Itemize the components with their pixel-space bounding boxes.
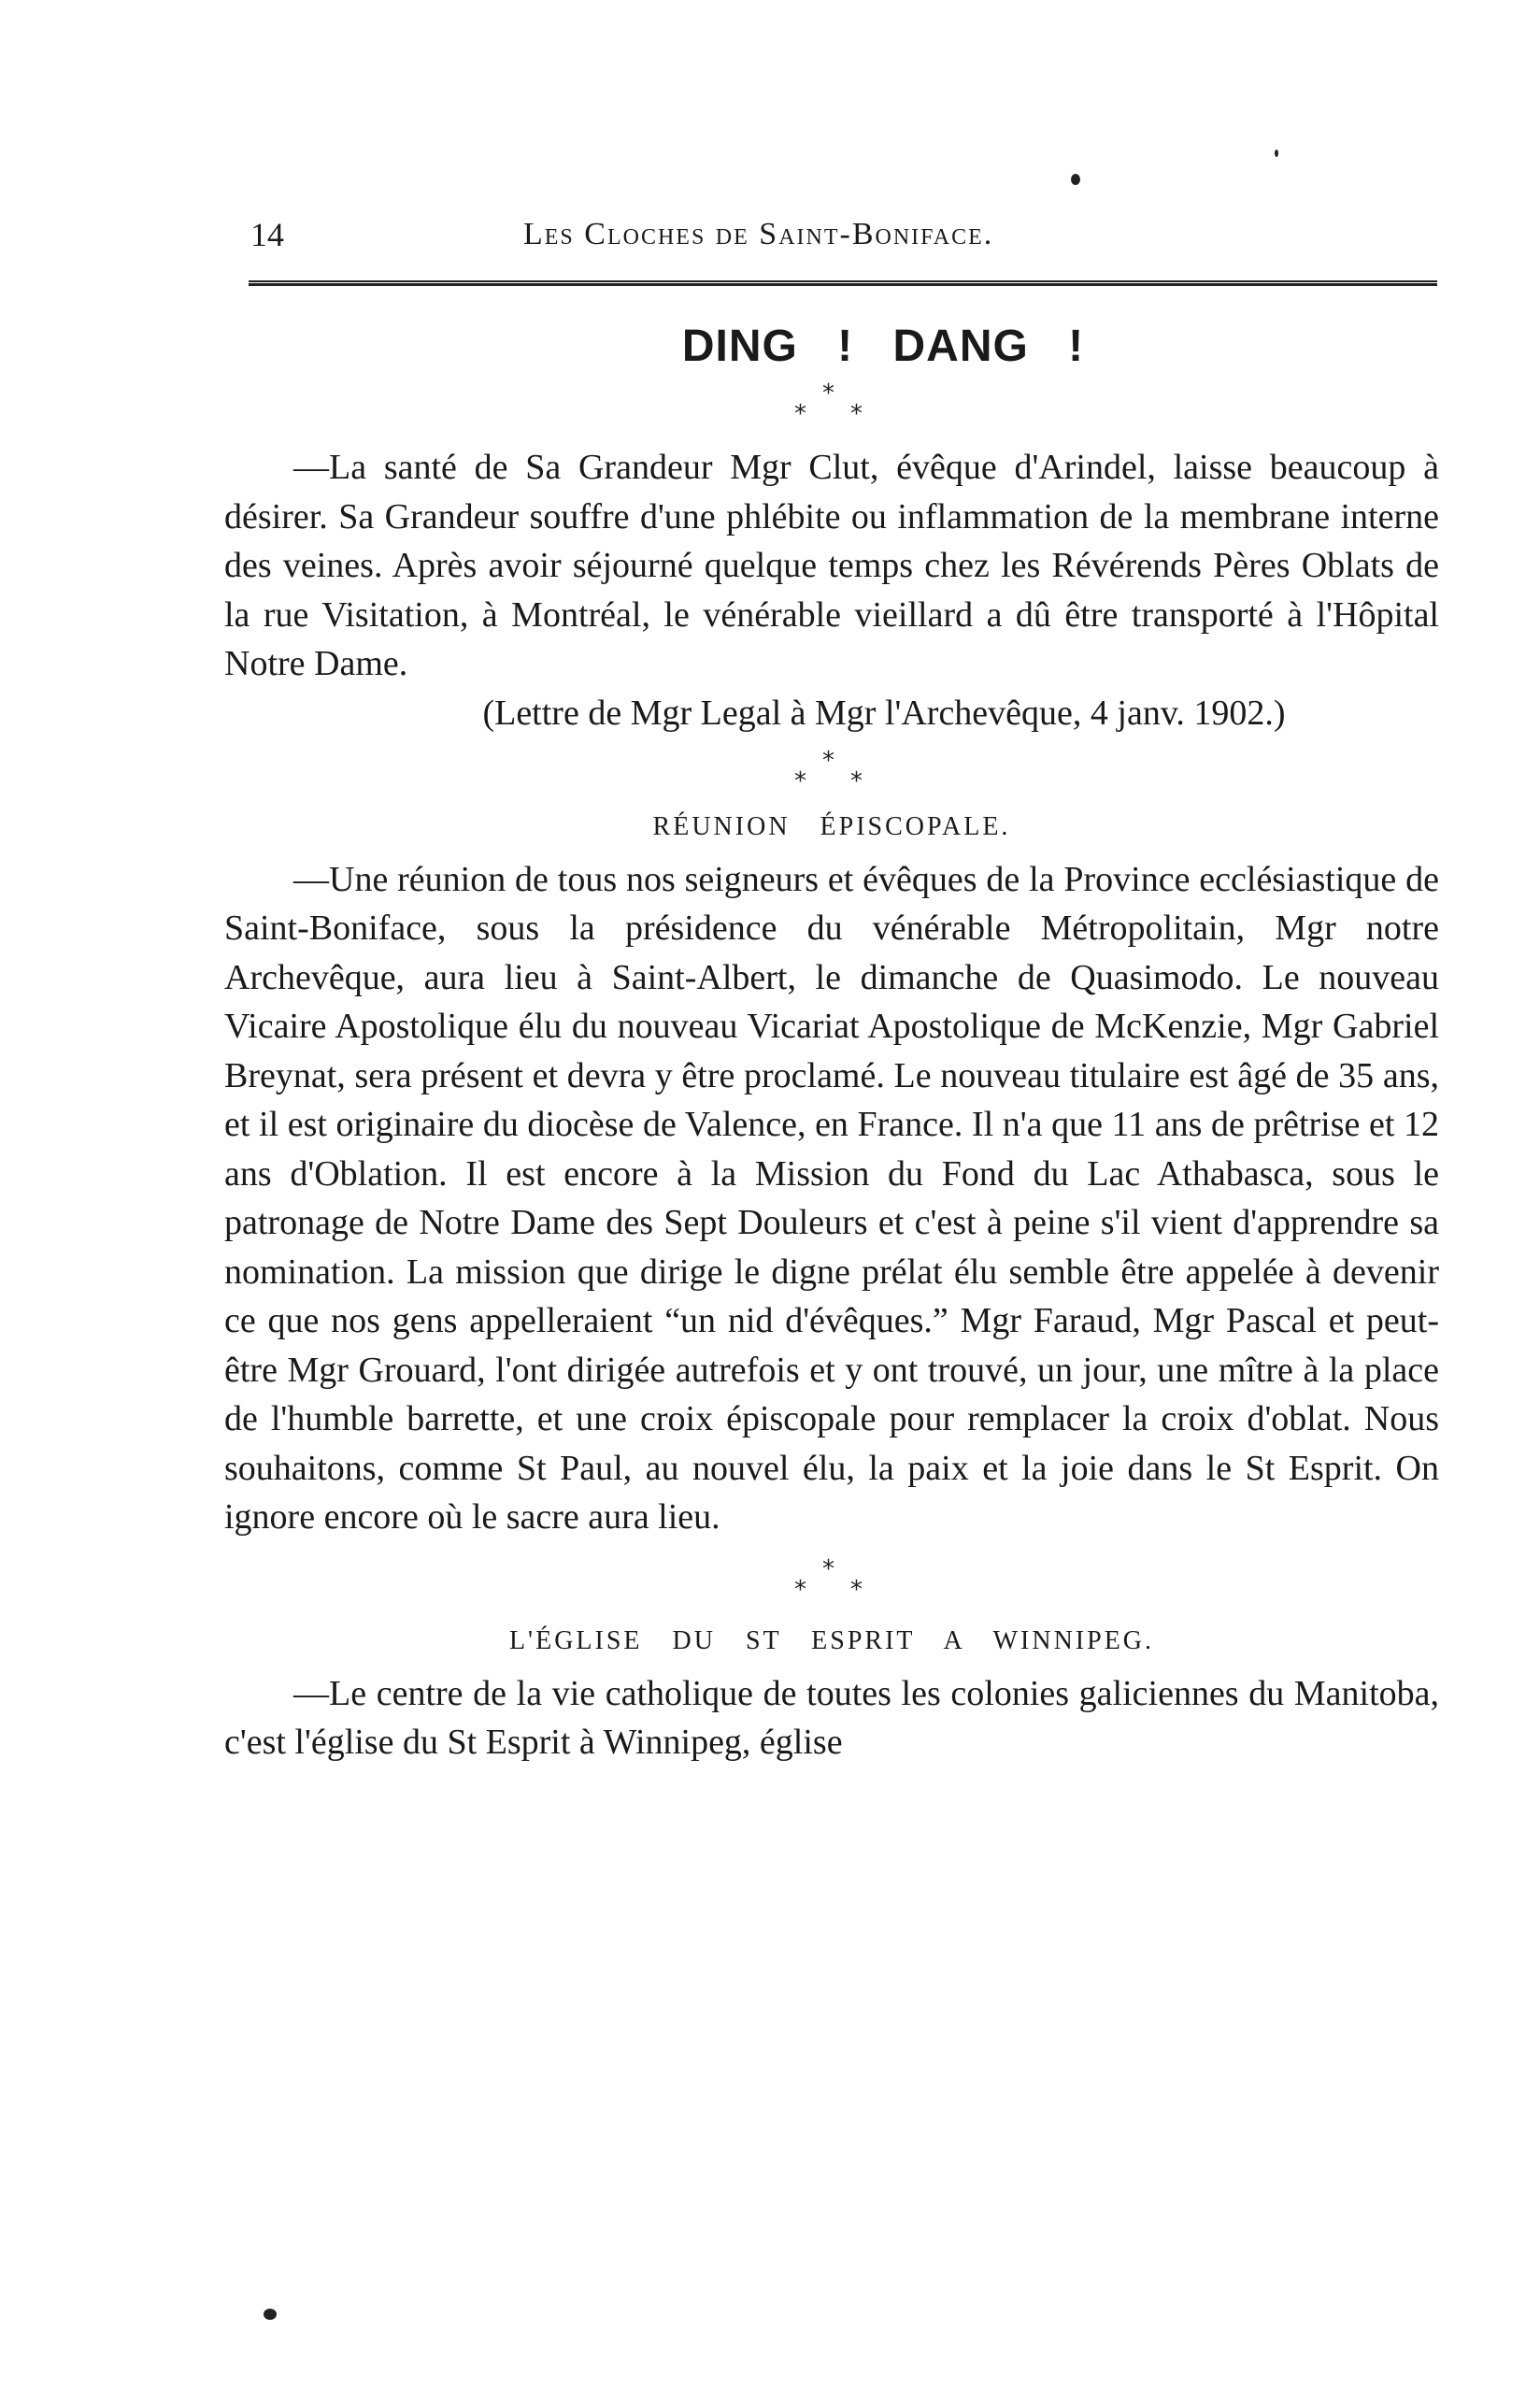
asterisk-glyph: * <box>794 766 806 795</box>
asterisk-glyph: * <box>822 379 834 408</box>
section-heading: RÉUNION ÉPISCOPALE. <box>652 811 1011 841</box>
news-paragraph: —Une réunion de tous nos seigneurs et évêques de la Province ecclésiastique de Saint-Boniface, sous la présidence du vénérable Métropolitain, Mgr notre Archevêque, aura lieu à Saint-Albert, le dimanche de Quasimodo. Le nouveau Vicaire Apostolique élu du nouveau Vicariat Apostolique de McKenzie, Mgr Gabriel Breynat, sera présent et devra y être proclamé. Le nouveau titulaire est âgé de 35 ans, et il est originaire du diocèse de Valence, en France. Il n'a que 11 ans de prêtrise et 12 ans d'Oblation. Il est encore à la Mission du Fond du Lac Athabasca, sous le patronage de Notre Dame des Sept Douleurs et c'est à peine s'il vient d'apprendre sa nomination. La mission que dirige le digne prélat élu semble être appelée à devenir ce que nos gens appelleraient “un nid d'évêques.” Mgr Faraud, Mgr Pascal et peut-être Mgr Grouard, l'ont dirigée autrefois et y ont trouvé, un jour, une mître à la place de l'humble barrette, et une croix épiscopale pour remplacer la croix d'oblat. Nous souhaitons, comme St Paul, au nouvel élu, la paix et la joie dans le St Esprit. On ignore encore où le sacre aura lieu. <box>224 859 1439 1537</box>
asterisk-glyph: * <box>850 766 863 795</box>
running-head: Les Cloches de Saint-Boniface. <box>523 217 994 251</box>
print-speck <box>1071 174 1080 185</box>
asterism-ornament <box>794 379 869 437</box>
asterisk-glyph: * <box>794 400 806 428</box>
asterism-ornament <box>794 747 869 805</box>
print-speck <box>1275 150 1278 157</box>
asterisk-glyph: * <box>850 400 863 428</box>
page-number: 14 <box>250 216 284 253</box>
news-paragraph: —Le centre de la vie catholique de toutes les colonies galiciennes du Manitoba, c'est l'église du St Esprit à Winnipeg, église <box>224 1673 1439 1762</box>
print-speck <box>264 2309 277 2320</box>
header-rule <box>249 280 1437 286</box>
asterisk-glyph: * <box>850 1575 863 1604</box>
article-title: DING ! DANG ! <box>681 322 1085 371</box>
asterisk-glyph: * <box>822 1554 834 1583</box>
citation: (Lettre de Mgr Legal à Mgr l'Archevêque, 4 janv. 1902.) <box>482 693 1286 733</box>
section-heading: L'ÉGLISE DU ST ESPRIT A WINNIPEG. <box>508 1625 1155 1655</box>
news-paragraph: —La santé de Sa Grandeur Mgr Clut, évêque d'Arindel, laisse beaucoup à désirer. Sa Grandeur souffre d'une phlébite ou inflammation de la membrane interne des veines. Après avoir séjourné quelque temps chez les Révérends Pères Oblats de la rue Visitation, à Montréal, le vénérable vieillard a dû être transporté à l'Hôpital Notre Dame. <box>224 448 1439 683</box>
text-column <box>224 304 1439 1767</box>
asterisk-glyph: * <box>794 1575 806 1604</box>
asterism-ornament <box>794 1555 869 1613</box>
asterisk-glyph: * <box>822 746 834 775</box>
